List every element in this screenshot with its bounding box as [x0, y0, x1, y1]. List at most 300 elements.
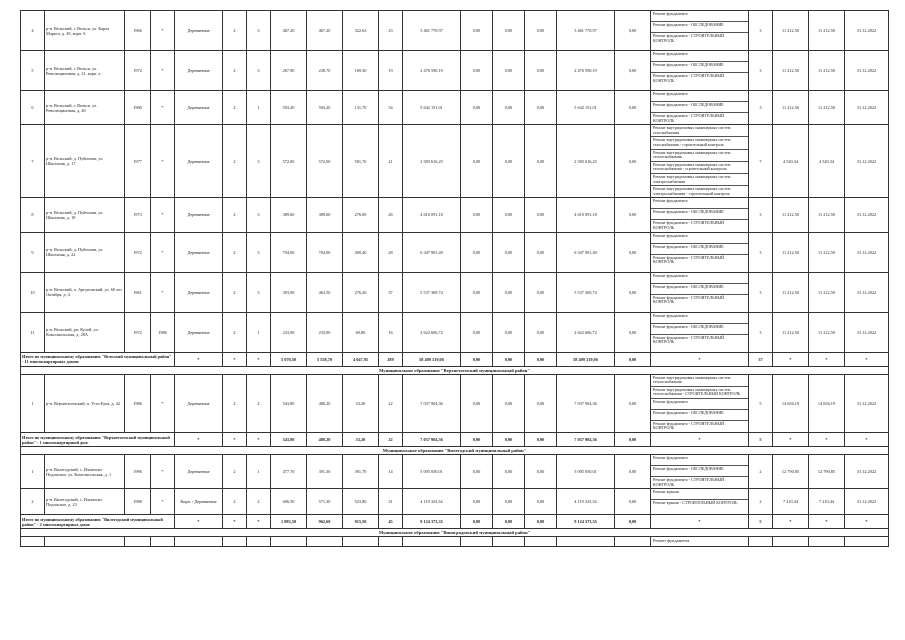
table-cell: *: [151, 125, 175, 198]
document-sheet: [20, 10, 888, 547]
table-cell: 11 212,50: [773, 11, 809, 51]
table-cell: *: [247, 515, 271, 529]
table-cell: *: [151, 232, 175, 272]
table-cell: 0,00: [461, 455, 493, 489]
table-cell: 31: [379, 489, 403, 515]
table-cell: *: [151, 11, 175, 51]
work-item: Ремонт внутридомовых инженерных систем теплоснабжения: [651, 150, 748, 162]
works-list-cell: [651, 91, 749, 125]
work-item: Ремонт фундамента: [651, 313, 748, 324]
table-cell: 0,00: [461, 198, 493, 232]
table-cell: [461, 537, 493, 547]
works-list-cell: [651, 489, 749, 515]
table-cell: 12 790,85: [809, 455, 845, 489]
table-cell: р-н. Вельский, п. Аргуновский, ул. 60 лет Октября, д. 4: [45, 272, 125, 312]
table-cell: 26: [379, 198, 403, 232]
table-cell: 5 537 369,74: [557, 272, 615, 312]
table-cell: р-н. Вельский, г. Вельск, ул. Революционная, д. 21, корп. а: [45, 51, 125, 91]
table-cell: 0,00: [615, 198, 651, 232]
table-cell: 11 212,50: [773, 312, 809, 352]
subtotal-row: [21, 352, 889, 366]
table-cell: 0,00: [615, 272, 651, 312]
table-cell: Деревянные: [175, 374, 223, 433]
table-cell: 14 656,19: [809, 374, 845, 433]
table-cell: 4 520,34: [809, 125, 845, 198]
table-cell: *: [223, 352, 247, 366]
table-cell: 5 642 151,01: [403, 91, 461, 125]
table-cell: р-н. Вельский, д. Пуйгоман, ул. Школьная, д. 22: [45, 232, 125, 272]
table-cell: 0,00: [461, 489, 493, 515]
work-item: Ремонт фундамента: [651, 51, 748, 62]
table-row: [21, 11, 889, 51]
work-item: Ремонт крыши: [651, 489, 748, 500]
table-cell: р-н. Вельский, г. Вельск, ул. Революционная, д. 40: [45, 91, 125, 125]
table-cell: 5 070,50: [271, 352, 307, 366]
table-cell: 233,90: [307, 312, 343, 352]
table-row: [21, 198, 889, 232]
table-cell: 2: [223, 11, 247, 51]
table-cell: 0,00: [493, 91, 525, 125]
table-cell: *: [247, 433, 271, 447]
table-cell: 31.12.2022: [845, 489, 889, 515]
table-cell: [343, 537, 379, 547]
work-item: Ремонт внутридомовых инженерных систем газоснабжения - строительный контроль: [651, 137, 748, 149]
table-cell: [845, 537, 889, 547]
table-cell: 31.12.2022: [845, 455, 889, 489]
table-cell: 34: [379, 91, 403, 125]
work-item: Ремонт фундамента - СТРОИТЕЛЬНЫЙ КОНТРОЛЬ: [653, 334, 725, 345]
works-list-cell: [651, 51, 749, 91]
table-row: [21, 489, 889, 515]
table-cell: 23: [379, 11, 403, 51]
table-cell: [615, 537, 651, 547]
table-cell: 915,50: [343, 515, 379, 529]
table-cell: Деревянные: [175, 272, 223, 312]
table-cell: 0,00: [615, 374, 651, 433]
table-cell: *: [651, 433, 749, 447]
table-cell: 2: [223, 51, 247, 91]
table-cell: 4 520,34: [773, 125, 809, 198]
table-cell: 571,30: [307, 489, 343, 515]
table-cell: 1: [247, 312, 271, 352]
table-cell: 6 347 901,49: [557, 232, 615, 272]
table-cell: *: [773, 352, 809, 366]
work-item: Ремонт фундамента - СТРОИТЕЛЬНЫЙ КОНТРОЛЬ: [653, 33, 725, 43]
work-item: Ремонт крыши - СТРОИТЕЛЬНЫЙ КОНТРОЛЬ: [653, 500, 738, 506]
table-cell: 2: [223, 312, 247, 352]
table-cell: 704,00: [271, 232, 307, 272]
table-cell: 0,00: [615, 515, 651, 529]
table-row: [21, 272, 889, 312]
works-list-cell: [651, 455, 749, 489]
table-cell: 1966: [125, 11, 151, 51]
table-cell: 0,00: [461, 374, 493, 433]
table-cell: 7 037 904,36: [557, 433, 615, 447]
table-cell: 12 790,85: [773, 455, 809, 489]
table-cell: 501,70: [343, 125, 379, 198]
table-cell: 230,70: [307, 51, 343, 91]
table-cell: 267,90: [271, 51, 307, 91]
subtotal-row: [21, 515, 889, 529]
table-cell: Итого по муниципальному образованию "Вельский муниципальный район" - 11 многоквартирных домов:: [21, 352, 175, 366]
table-cell: 2: [223, 125, 247, 198]
work-item: Ремонт внутридомовых инженерных систем теплоснабжения - строительный контроль: [651, 162, 748, 174]
table-cell: 11 212,50: [809, 11, 845, 51]
table-cell: 1960: [125, 91, 151, 125]
table-cell: 31.12.2022: [845, 232, 889, 272]
table-cell: 10: [21, 272, 45, 312]
table-cell: 7 210,44: [809, 489, 845, 515]
table-cell: 3: [749, 198, 773, 232]
table-cell: 28: [379, 232, 403, 272]
table-cell: 14 656,19: [773, 374, 809, 433]
table-cell: Деревянные: [175, 11, 223, 51]
table-cell: 463,50: [307, 272, 343, 312]
work-item: Ремонт фундамента - ОБСЛЕДОВАНИЕ: [651, 22, 748, 33]
table-cell: 572,00: [307, 125, 343, 198]
table-cell: 31.12.2022: [845, 51, 889, 91]
table-cell: 8: [21, 198, 45, 232]
table-cell: 2: [223, 198, 247, 232]
table-cell: 1988: [125, 489, 151, 515]
table-cell: 1: [21, 374, 45, 433]
table-cell: 289: [379, 352, 403, 366]
table-row: [21, 91, 889, 125]
table-cell: 503,20: [271, 91, 307, 125]
table-cell: Муниципальное образование "Виноградовский муниципальный район": [21, 529, 889, 537]
table-cell: 2 622 606,72: [557, 312, 615, 352]
table-cell: 9 124 373,35: [403, 515, 461, 529]
overhaul-plan-table: [20, 10, 889, 547]
table-cell: 2: [223, 455, 247, 489]
municipality-header-row: [21, 366, 889, 374]
table-cell: 53,20: [343, 374, 379, 433]
table-cell: 3: [247, 272, 271, 312]
table-cell: 0,00: [525, 455, 557, 489]
table-cell: *: [175, 433, 223, 447]
table-cell: 0,00: [615, 51, 651, 91]
table-cell: 58 409 319,06: [557, 352, 615, 366]
table-cell: 0,00: [615, 11, 651, 51]
table-cell: [271, 537, 307, 547]
table-cell: 31.12.2022: [845, 198, 889, 232]
table-cell: 1972: [125, 51, 151, 91]
table-cell: [403, 537, 461, 547]
work-item: Ремонт фундамента: [651, 233, 748, 244]
table-cell: 0,00: [461, 272, 493, 312]
table-cell: 5 461 770,97: [403, 11, 461, 51]
table-cell: 22: [379, 374, 403, 433]
work-item: Ремонт фундамента - ОБСЛЕДОВАНИЕ: [651, 102, 748, 113]
table-cell: 2: [223, 91, 247, 125]
table-cell: 389,60: [307, 198, 343, 232]
works-list-cell: [651, 125, 749, 198]
table-cell: 0,00: [493, 352, 525, 366]
table-cell: 11 212,50: [773, 198, 809, 232]
table-cell: 0,00: [493, 515, 525, 529]
table-cell: 5: [749, 374, 773, 433]
table-row: [21, 125, 889, 198]
table-cell: 31.12.2022: [845, 91, 889, 125]
table-cell: 0,00: [615, 352, 651, 366]
work-item: Ремонт внутридомовых инженерных систем электроснабжения: [651, 174, 748, 186]
table-cell: 3: [247, 11, 271, 51]
table-cell: 0,00: [493, 198, 525, 232]
table-cell: [223, 537, 247, 547]
table-cell: *: [651, 352, 749, 366]
table-cell: 0,00: [615, 91, 651, 125]
table-cell: 5 005 050,01: [403, 455, 461, 489]
table-cell: 0,00: [461, 433, 493, 447]
table-cell: 22: [379, 433, 403, 447]
table-cell: 9 124 373,35: [557, 515, 615, 529]
table-cell: 480,20: [307, 433, 343, 447]
table-cell: *: [845, 352, 889, 366]
table-cell: 0,00: [525, 312, 557, 352]
table-cell: 0,00: [493, 11, 525, 51]
table-cell: 5 642 151,01: [557, 91, 615, 125]
table-cell: 0,00: [615, 232, 651, 272]
table-cell: 3: [749, 232, 773, 272]
table-cell: [307, 537, 343, 547]
table-cell: Муниципальное образование "Верхнетоемский муниципальный район": [21, 366, 889, 374]
table-cell: 0,00: [493, 125, 525, 198]
table-cell: 3: [749, 272, 773, 312]
work-item: Ремонт фундамента - СТРОИТЕЛЬНЫЙ КОНТРОЛЬ: [653, 477, 725, 487]
table-cell: 169,30: [343, 51, 379, 91]
table-cell: 523,80: [343, 489, 379, 515]
table-cell: *: [809, 352, 845, 366]
work-item: Ремонт внутридомовых инженерных систем теплоснабжения: [651, 375, 748, 387]
table-cell: 7 037 904,36: [403, 374, 461, 433]
table-cell: 5 537 369,74: [403, 272, 461, 312]
table-cell: 11 212,50: [809, 272, 845, 312]
table-cell: 0,00: [615, 125, 651, 198]
table-cell: 4 119 323,34: [403, 489, 461, 515]
work-item: Ремонт фундамента - СТРОИТЕЛЬНЫЙ КОНТРОЛЬ: [653, 254, 725, 265]
table-cell: 4 610 091,18: [403, 198, 461, 232]
table-cell: 2 583 616,25: [557, 125, 615, 198]
table-cell: 9: [21, 232, 45, 272]
table-cell: 0,00: [525, 51, 557, 91]
table-cell: 2: [247, 489, 271, 515]
work-item: Ремонт внутридомовых инженерных систем газоснабжения: [651, 125, 748, 137]
table-cell: 1986: [125, 374, 151, 433]
table-cell: 2: [247, 374, 271, 433]
table-cell: 503,20: [307, 91, 343, 125]
table-cell: 7 037 904,36: [403, 433, 461, 447]
table-cell: *: [247, 352, 271, 366]
table-cell: [557, 537, 615, 547]
table-cell: 0,00: [461, 515, 493, 529]
table-cell: 14: [379, 455, 403, 489]
table-cell: *: [773, 433, 809, 447]
table-cell: 4 047,95: [343, 352, 379, 366]
table-cell: Деревянные: [175, 125, 223, 198]
work-item: Ремонт фундамента: [651, 399, 748, 410]
table-cell: 3: [247, 198, 271, 232]
work-item: Ремонт фундамента: [651, 455, 748, 466]
table-cell: *: [151, 489, 175, 515]
table-cell: 7: [21, 125, 45, 198]
table-cell: 477,70: [271, 455, 307, 489]
work-item: Ремонт фундамента - ОБСЛЕДОВАНИЕ: [651, 62, 748, 73]
table-cell: 3: [749, 312, 773, 352]
table-cell: 2: [749, 489, 773, 515]
table-cell: 11 212,50: [809, 232, 845, 272]
table-cell: 0,00: [525, 374, 557, 433]
table-cell: 11 212,50: [773, 51, 809, 91]
table-cell: 37: [749, 352, 773, 366]
works-list-cell: [651, 272, 749, 312]
work-item: Ремонт фундамента: [651, 198, 748, 209]
table-cell: 0,00: [461, 11, 493, 51]
table-cell: [21, 537, 45, 547]
table-cell: 2: [223, 232, 247, 272]
table-cell: р-н. Вельский, д. Пуйгоман, ул. Школьная, д. 17: [45, 125, 125, 198]
table-cell: 0,00: [525, 125, 557, 198]
table-row: [21, 374, 889, 433]
table-cell: 131,70: [343, 91, 379, 125]
table-cell: [45, 537, 125, 547]
table-cell: 0,00: [525, 11, 557, 51]
table-cell: 1: [247, 455, 271, 489]
table-cell: *: [175, 515, 223, 529]
work-item: Ремонт фундамента: [651, 91, 748, 102]
table-cell: 69,80: [343, 312, 379, 352]
table-cell: 0,00: [493, 433, 525, 447]
table-cell: 467,20: [271, 11, 307, 51]
table-cell: 2 583 616,25: [403, 125, 461, 198]
table-cell: 4: [21, 11, 45, 51]
table-row: [21, 455, 889, 489]
table-cell: 0,00: [525, 232, 557, 272]
table-cell: 322,63: [343, 11, 379, 51]
table-cell: Итого по муниципальному образованию "Вилегодский муниципальный район" - 2 многоквартирных дома:: [21, 515, 175, 529]
table-cell: 0,00: [525, 433, 557, 447]
work-item: Ремонт фундамента - СТРОИТЕЛЬНЫЙ КОНТРОЛЬ: [653, 420, 725, 431]
table-cell: р-н. Вельский, д. Пуйгоман, ул. Школьная, д. 18: [45, 198, 125, 232]
table-cell: 0,00: [525, 352, 557, 366]
table-cell: 4 610 091,18: [557, 198, 615, 232]
table-cell: 0,00: [525, 489, 557, 515]
table-cell: 1: [247, 91, 271, 125]
table-cell: р-н. Вельский, рп. Кулой, ул. Комсомольская, д. 28А: [45, 312, 125, 352]
table-cell: 391,70: [343, 455, 379, 489]
table-cell: [773, 537, 809, 547]
table-cell: 16: [379, 312, 403, 352]
table-cell: р-н. Верхнетоемский, п. Усть-Ерга, д. 42: [45, 374, 125, 433]
table-cell: р-н. Вилегодский, с. Ильинско-Подомское, ул. Комсомольская, д. 1: [45, 455, 125, 489]
table-cell: 2 476 590,19: [403, 51, 461, 91]
table-body: [21, 11, 889, 547]
table-cell: 31.12.2022: [845, 11, 889, 51]
table-cell: [125, 537, 151, 547]
table-cell: 962,60: [307, 515, 343, 529]
table-cell: 5 461 770,97: [557, 11, 615, 51]
works-list-cell: [651, 374, 749, 433]
table-cell: 0,00: [615, 312, 651, 352]
table-cell: 11 212,50: [809, 312, 845, 352]
work-item: Ремонт фундамента - СТРОИТЕЛЬНЫЙ КОНТРОЛЬ: [653, 73, 725, 83]
table-cell: 6: [21, 91, 45, 125]
works-list-cell: [651, 11, 749, 51]
works-list-cell: [651, 198, 749, 232]
table-cell: 0,00: [615, 489, 651, 515]
table-cell: *: [151, 374, 175, 433]
table-cell: 1972: [125, 312, 151, 352]
work-item: Ремонт фундамента: [651, 273, 748, 284]
table-cell: 5: [749, 515, 773, 529]
table-cell: 0,00: [461, 312, 493, 352]
table-cell: 480,20: [307, 374, 343, 433]
table-cell: [379, 537, 403, 547]
table-cell: *: [651, 515, 749, 529]
table-cell: 3: [247, 51, 271, 91]
table-cell: р-н. Вилегодский, с. Ильинско-Подомское, д. 23: [45, 489, 125, 515]
table-cell: Деревянные: [175, 232, 223, 272]
table-cell: 53,20: [343, 433, 379, 447]
table-cell: 1972: [125, 232, 151, 272]
table-cell: *: [175, 352, 223, 366]
table-cell: 1: [21, 455, 45, 489]
table-cell: 37: [379, 272, 403, 312]
table-cell: [175, 537, 223, 547]
table-row: [21, 232, 889, 272]
table-row: [21, 51, 889, 91]
work-item: Ремонт фундамента - СТРОИТЕЛЬНЫЙ КОНТРОЛЬ: [653, 294, 725, 305]
table-cell: 233,90: [271, 312, 307, 352]
table-cell: 1996: [125, 455, 151, 489]
table-cell: [525, 537, 557, 547]
table-cell: Деревянные: [175, 312, 223, 352]
table-cell: 0,00: [461, 91, 493, 125]
table-cell: 0,00: [525, 198, 557, 232]
table-cell: [809, 537, 845, 547]
table-cell: 0,00: [493, 374, 525, 433]
table-cell: 31.12.2022: [845, 272, 889, 312]
table-cell: 11: [21, 312, 45, 352]
table-cell: 3: [247, 232, 271, 272]
table-cell: 389,60: [271, 198, 307, 232]
table-cell: Ремонт фундамента: [651, 537, 749, 547]
table-cell: 58 409 319,06: [403, 352, 461, 366]
table-cell: Деревянные: [175, 198, 223, 232]
table-cell: 0,00: [493, 272, 525, 312]
table-cell: 0,00: [493, 455, 525, 489]
table-cell: 11 212,50: [809, 51, 845, 91]
work-item: Ремонт фундамента: [651, 11, 748, 22]
table-cell: 276,20: [343, 272, 379, 312]
work-item: Ремонт внутридомовых инженерных систем электроснабжения - строительный контроль: [653, 186, 731, 196]
table-cell: 3: [749, 91, 773, 125]
table-cell: 276,00: [343, 198, 379, 232]
table-row: [21, 537, 889, 547]
table-cell: 543,80: [271, 433, 307, 447]
table-cell: 0,00: [525, 272, 557, 312]
table-cell: 2: [749, 455, 773, 489]
work-item: Ремонт фундамента - СТРОИТЕЛЬНЫЙ КОНТРОЛЬ: [653, 220, 725, 230]
table-cell: 543,80: [271, 374, 307, 433]
table-cell: 2: [223, 272, 247, 312]
table-cell: 490,40: [343, 232, 379, 272]
table-cell: 11 212,50: [773, 272, 809, 312]
table-cell: *: [223, 515, 247, 529]
table-cell: 467,20: [307, 11, 343, 51]
table-cell: 7 037 904,36: [557, 374, 615, 433]
table-cell: 704,00: [307, 232, 343, 272]
table-cell: 4 119 323,34: [557, 489, 615, 515]
